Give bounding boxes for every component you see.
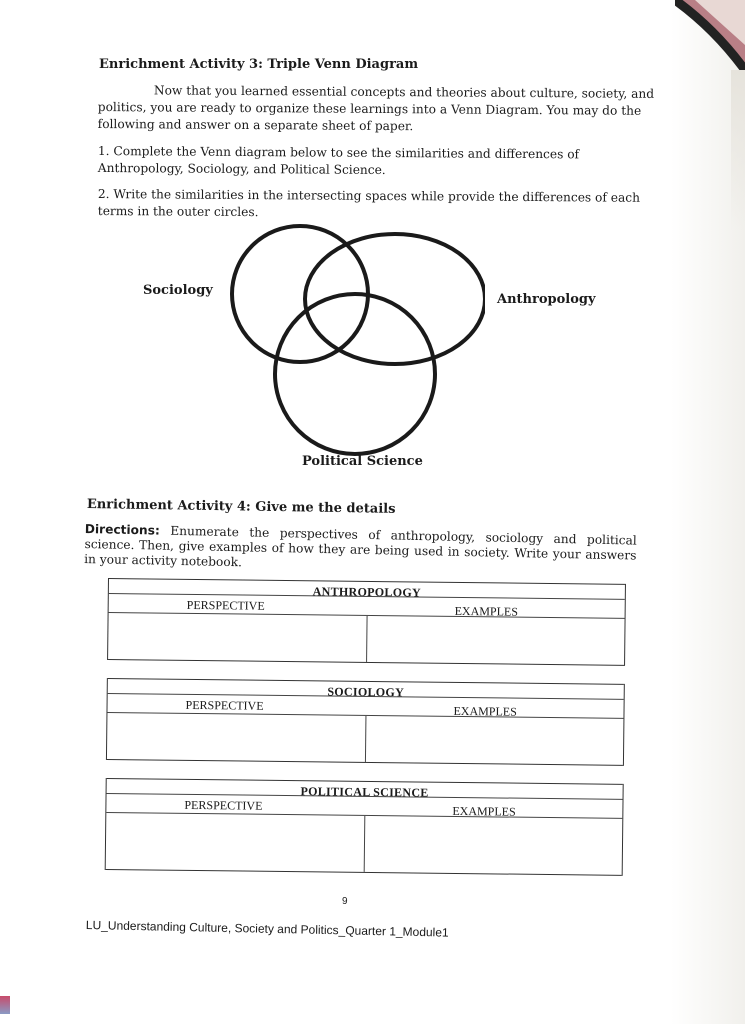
header-examples: EXAMPLES: [452, 803, 516, 819]
activity4-directions: [84, 522, 637, 579]
page-shadow: [731, 70, 745, 230]
table-sociology: [106, 678, 625, 766]
venn-circle-political-science: [275, 294, 435, 454]
perspective-answer-cell[interactable]: [108, 613, 367, 662]
venn-label-political-science: Political Science: [302, 454, 423, 469]
table-title: SOCIOLOGY: [327, 684, 405, 700]
header-perspective: PERSPECTIVE: [184, 797, 263, 813]
header-examples: EXAMPLES: [454, 603, 519, 619]
venn-label-anthropology: Anthropology: [497, 292, 596, 307]
header-perspective: PERSPECTIVE: [185, 697, 264, 713]
triple-venn-diagram: [225, 222, 485, 462]
directions-text: Enumerate the perspectives of anthropology, sociology and political science. Then, give examples of how they are being used in society. Write your answers in your activity notebook.: [84, 523, 637, 570]
venn-label-sociology: Sociology: [143, 283, 213, 298]
examples-answer-cell[interactable]: [364, 816, 622, 875]
examples-answer-cell[interactable]: [367, 616, 625, 665]
header-perspective: PERSPECTIVE: [186, 597, 265, 613]
activity3-title: Enrichment Activity 3: Triple Venn Diagram: [99, 57, 419, 72]
examples-answer-cell[interactable]: [365, 716, 623, 765]
table-anthropology: [107, 578, 626, 666]
table-political-science: [105, 778, 624, 876]
table-title: POLITICAL SCIENCE: [300, 784, 429, 800]
header-examples: EXAMPLES: [453, 703, 517, 719]
scanner-mark: [0, 996, 10, 1014]
perspective-answer-cell[interactable]: [107, 713, 366, 762]
table-title: ANTHROPOLOGY: [312, 584, 422, 600]
details-tables: [105, 578, 626, 876]
activity3-intro: [98, 82, 663, 137]
activity3-item-2: 2. Write the similarities in the intersecting spaces while provide the differences of each terms in the outer circles.: [97, 186, 641, 220]
directions-label: Directions:: [84, 522, 160, 538]
activity3-item-1: 1. Complete the Venn diagram below to see the similarities and differences of Anthropology, Sociology, and Political Science.: [97, 143, 580, 178]
perspective-answer-cell[interactable]: [106, 813, 365, 872]
page-number: 9: [342, 896, 348, 907]
page-corner-fold: [675, 0, 745, 70]
activity4-title: Enrichment Activity 4: Give me the details: [86, 497, 396, 517]
module-footer: LU_Understanding Culture, Society and Politics_Quarter 1_Module1: [85, 918, 449, 940]
activity3-intro-text: Now that you learned essential concepts and theories about culture, society, and politics, you are ready to organize these learnings into a Venn Diagram. You may do the following and answer on a separate sheet of paper.: [97, 83, 655, 134]
